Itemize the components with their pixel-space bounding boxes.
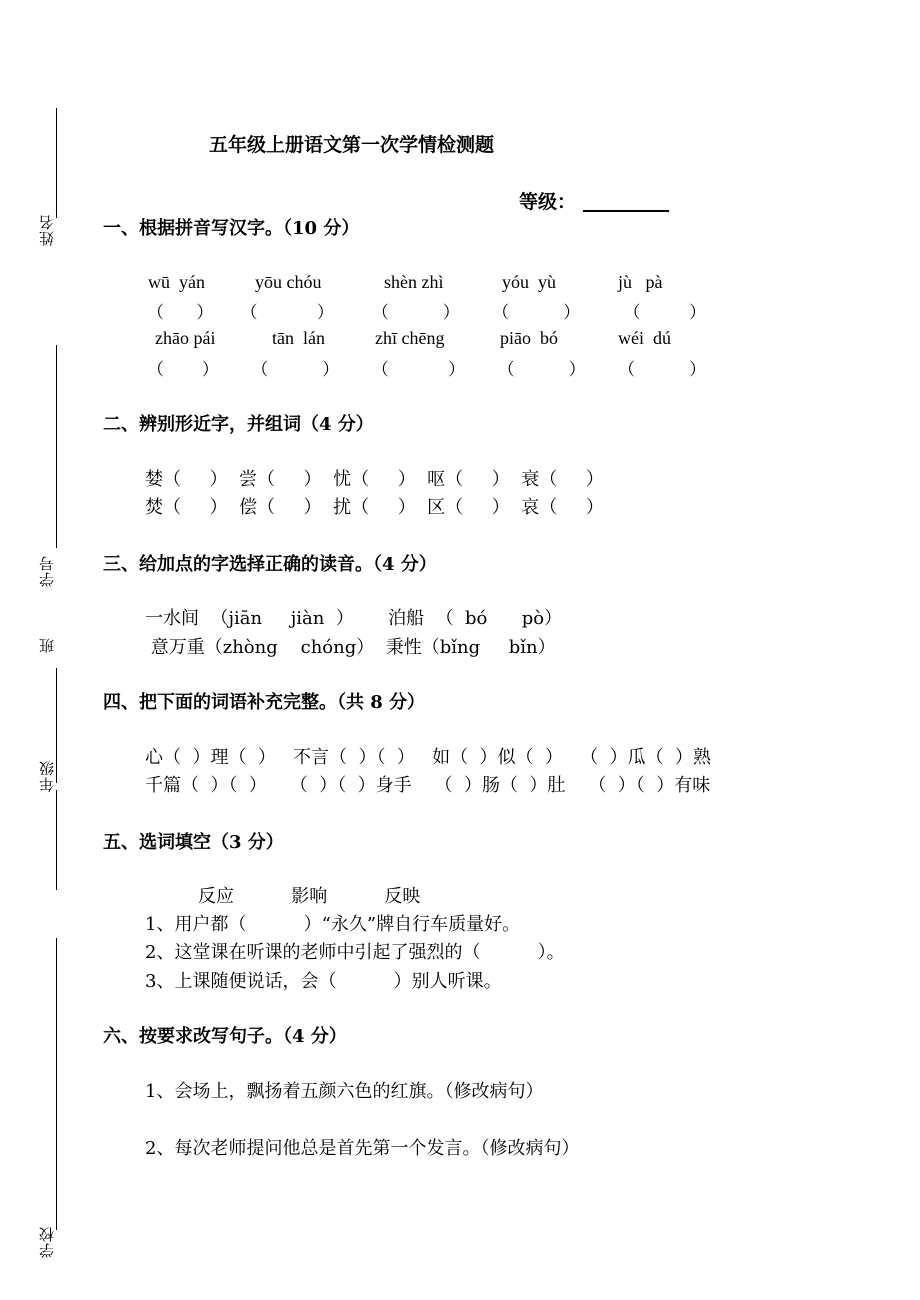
- name-label: 姓名: [38, 214, 56, 246]
- pinyin-7: tān lán: [272, 328, 325, 348]
- pinyin-8: zhī chēng: [375, 328, 445, 348]
- pinyin-6: zhāo pái: [155, 328, 216, 348]
- class-label: 班: [38, 637, 56, 653]
- blanks-row-1: （ ） （ ） （ ） （ ） （ ）: [147, 303, 707, 323]
- section-5-heading: 五、选词填空（3 分）: [103, 832, 284, 853]
- blanks-row-2: （ ） （ ） （ ） （ ） （ ）: [147, 360, 707, 380]
- fill-item-3: 3、上课随便说话，会（ ）别人听课。: [145, 971, 502, 992]
- section-1-heading: 一、根据拼音写汉字。（10 分）: [103, 218, 360, 239]
- idiom-row-2: 千篇（ ）（ ） （ ）（ ）身手 （ ）肠（ ）肚 （ ）（ ）有味: [145, 775, 711, 796]
- idiom-row-1: 心（ ）理（ ） 不言（ ）（ ） 如（ ）似（ ） （ ）瓜（ ）熟: [145, 747, 712, 768]
- pinyin-3: shèn zhì: [384, 272, 444, 292]
- pinyin-2: yōu chóu: [255, 272, 322, 292]
- fill-item-2: 2、这堂课在听课的老师中引起了强烈的（ ）。: [145, 942, 565, 963]
- fill-item-1: 1、用户都（ ）“永久”牌自行车质量好。: [145, 914, 521, 935]
- section-3-heading: 三、给加点的字选择正确的读音。（4 分）: [103, 554, 437, 575]
- chars-row-1: 婪（ ） 尝（ ） 忧（ ） 呕（ ） 衰（ ）: [145, 469, 604, 490]
- word-options: 反应 影响 反映: [198, 886, 421, 907]
- chars-row-2: 焚（ ） 偿（ ） 扰（ ） 区（ ） 哀（ ）: [145, 497, 604, 518]
- pinyin-10: wéi dú: [618, 328, 671, 348]
- binding-line-1: [56, 108, 57, 218]
- section-4-heading: 四、把下面的词语补充完整。（共 8 分）: [103, 692, 426, 713]
- rewrite-item-2: 2、每次老师提问他总是首先第一个发言。（修改病句）: [145, 1138, 580, 1159]
- binding-line-4: [56, 790, 57, 890]
- section-2-heading: 二、辨别形近字，并组词（4 分）: [103, 414, 374, 435]
- pinyin-4: yóu yù: [502, 272, 556, 292]
- page-title: 五年级上册语文第一次学情检测题: [209, 134, 495, 156]
- section-6-heading: 六、按要求改写句子。（4 分）: [103, 1026, 347, 1047]
- pinyin-5: jù pà: [618, 272, 663, 292]
- grade-label: 等级：: [519, 191, 577, 213]
- reading-row-1: 一水间 （jiān jiàn ） 泊船 （ bó pò）: [145, 608, 563, 629]
- grade-year-label: 年级: [38, 760, 56, 792]
- binding-line-5: [56, 938, 57, 1230]
- rewrite-item-1: 1、会场上，飘扬着五颜六色的红旗。（修改病句）: [145, 1081, 544, 1102]
- school-label: 学校: [38, 1226, 56, 1258]
- binding-line-3: [56, 668, 57, 783]
- reading-row-2: 意万重（zhòng chóng） 秉性（bǐng bǐn）: [145, 637, 556, 658]
- pinyin-1: wū yán: [148, 272, 205, 292]
- binding-line-2: [56, 345, 57, 548]
- student-no-label: 学号: [38, 555, 56, 587]
- grade-blank: [583, 210, 669, 212]
- pinyin-9: piāo bó: [500, 328, 558, 348]
